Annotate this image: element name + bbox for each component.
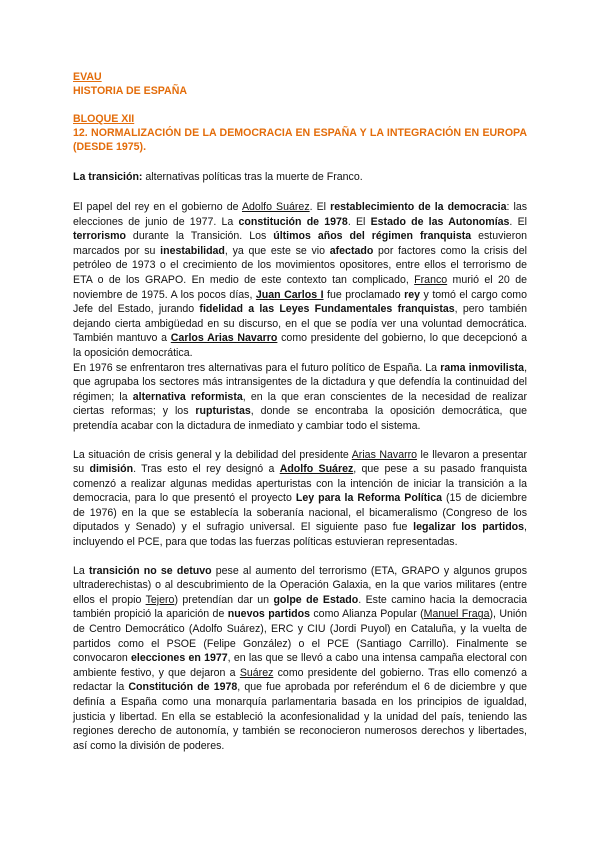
text: . El — [509, 215, 527, 228]
bold-text: rey — [404, 288, 421, 301]
section-title-bold: La transición: — [73, 171, 143, 183]
paragraph-3 — [73, 448, 527, 550]
link-manuel-fraga[interactable]: Manuel Fraga — [423, 608, 490, 621]
text: : las elecciones de junio de 1977. La — [73, 201, 528, 228]
text: En 1976 se enfrentaron tres alternativas para el futuro político de España. La — [73, 361, 441, 374]
block-label: BLOQUE XII — [73, 113, 135, 125]
text: le llevaron a presentar su — [73, 448, 527, 476]
text: murió el 20 de noviembre de 1975. A los pocos días, — [73, 273, 527, 301]
bold-text: rama inmovilista — [440, 361, 525, 374]
text: , que fue aprobada por referéndum el 6 de diciembre y que definía a España como una monarquía parlamentaria basada en los principios de igualdad, justicia y libertad. En ella se estableció la aconfesionalidad y la unidad del país, teniendo las regiones derecho de autonomía, y también se reconocieron numerosos derechos y libertades, así como la división de poderes. — [73, 681, 527, 752]
bold-text: últimos años del régimen franquista — [273, 230, 472, 243]
bold-text: fidelidad a las Leyes Fundamentales franquistas — [199, 303, 455, 316]
text: como presidente del gobierno, lo que decepcionó a la oposición democrática. — [73, 332, 527, 359]
topic-header — [73, 112, 527, 154]
bold-text: rupturistas — [195, 405, 251, 418]
text: y tomó el cargo como Jefe del Estado, jurando — [73, 288, 528, 316]
text: ) pretendían dar un — [174, 593, 274, 606]
bold-text: nuevos partidos — [227, 608, 310, 621]
text: ), Unión de Centro Democrático (Adolfo Suárez), ERC y CIU (Jordi Puyol) en Cataluña, y la vuelta de partidos como el PSOE (Felipe González) o el PCE (Santiago Carrillo). Finalmente se convocaron — [73, 608, 528, 665]
text: durante la Transición. Los — [125, 230, 274, 243]
paragraph-2 — [73, 361, 527, 434]
text: , pero también dejando cierta ambigüedad en su discurso, en el que se podía ver una voluntad democrática. También mantuvo a — [73, 303, 527, 345]
text: El papel del rey en el gobierno de — [73, 201, 242, 213]
exam-label: EVAU — [73, 71, 102, 83]
text: . Este camino hacia la democracia también propició la aparición de — [73, 593, 527, 621]
link-arias-navarro[interactable]: Arias Navarro — [351, 448, 418, 461]
bold-text: Ley para la Reforma Política — [295, 492, 442, 505]
text: , ya que este se vio — [224, 244, 330, 257]
text: como presidente del gobierno. Tras ello comenzó a redactar la — [73, 666, 527, 694]
paragraph-4 — [73, 564, 527, 754]
text: , donde se encontraba la oposición democrática, que pretendía acabar con la dictadura de inmediato y cambiar todo el sistema. — [73, 405, 528, 432]
link-franco[interactable]: Franco — [414, 273, 448, 286]
link-juan-carlos[interactable]: Juan Carlos I — [255, 288, 324, 301]
text: como Alianza Popular ( — [310, 608, 424, 621]
text: , en la que eran conscientes de la necesidad de realizar ciertas reformas; y los — [73, 390, 527, 418]
section-title-rest: alternativas políticas tras la muerte de Franco. — [142, 171, 363, 183]
link-tejero[interactable]: Tejero — [145, 593, 175, 606]
link-carlos-arias-navarro[interactable]: Carlos Arias Navarro — [170, 332, 278, 345]
document-header — [73, 70, 527, 98]
text: , que pese a su pasado franquista comenzó a realizar algunas medidas aperturistas con la intención de iniciar la transición a la democracia, para lo que presentó el proyecto — [73, 463, 528, 505]
text: por factores como la crisis del petróleo de 1973 o el crecimiento de los movimientos opositores, entre ellos el terrorismo de ETA o de los GRAPO. En medio de este contexto tan complicado, — [73, 244, 527, 286]
text: pese al aumento del terrorismo (ETA, GRAPO y algunos grupos ultraderechistas) o al descubrimiento de la Operación Galaxia, en la que varios militares (entre ellos el propio — [73, 564, 527, 606]
text: , incluyendo el PCE, para que todas las fuerzas políticas estuvieran representadas. — [73, 521, 527, 549]
text: , en las que se llevó a cabo una intensa campaña electoral con ambiente festivo, y que dejaron a — [73, 652, 527, 679]
bold-text: golpe de Estado — [273, 593, 359, 606]
text: estuvieron marcados por su — [73, 230, 528, 257]
bold-text: elecciones en 1977 — [131, 652, 228, 665]
link-adolfo-suarez-2[interactable]: Adolfo Suárez — [279, 463, 354, 476]
text: , que agrupaba los sectores más intransigentes de la dictadura y que defendía la continuidad del régimen; la — [73, 361, 528, 403]
bold-text: legalizar los partidos — [413, 521, 525, 534]
link-adolfo-suarez[interactable]: Adolfo Suárez — [241, 201, 310, 213]
bold-text: Estado de las Autonomías — [370, 215, 510, 228]
bold-text: alternativa reformista — [132, 390, 243, 403]
text: (15 de diciembre de 1976) en la que se establecía la soberanía nacional, el bicameralismo (Congreso de los diputados y Senado) y el sufragio universal. El siguiente paso fue — [73, 492, 527, 534]
bold-text: terrorismo — [73, 230, 126, 243]
text: . Tras esto el rey designó a — [133, 463, 280, 476]
text: La situación de crisis general y la debilidad del presidente — [73, 448, 352, 461]
bold-text: constitución de 1978 — [238, 215, 348, 228]
section-title — [73, 170, 527, 184]
text: fue proclamado — [323, 288, 405, 301]
text: La — [73, 564, 89, 577]
text: . El — [347, 215, 371, 228]
paragraph-1 — [73, 200, 527, 361]
topic-title: 12. NORMALIZACIÓN DE LA DEMOCRACIA EN ESPAÑA Y LA INTEGRACIÓN EN EUROPA (DESDE 1975). — [73, 127, 527, 153]
text: . El — [309, 201, 331, 213]
bold-text: Constitución de 1978 — [128, 681, 238, 694]
link-suarez[interactable]: Suárez — [239, 666, 274, 679]
bold-text: restablecimiento de la democracia — [330, 201, 507, 213]
bold-text: afectado — [329, 244, 374, 257]
bold-text: dimisión — [89, 463, 134, 476]
bold-text: transición no se detuvo — [88, 564, 212, 577]
subject-title: HISTORIA DE ESPAÑA — [73, 85, 187, 97]
bold-text: inestabilidad — [160, 244, 225, 257]
